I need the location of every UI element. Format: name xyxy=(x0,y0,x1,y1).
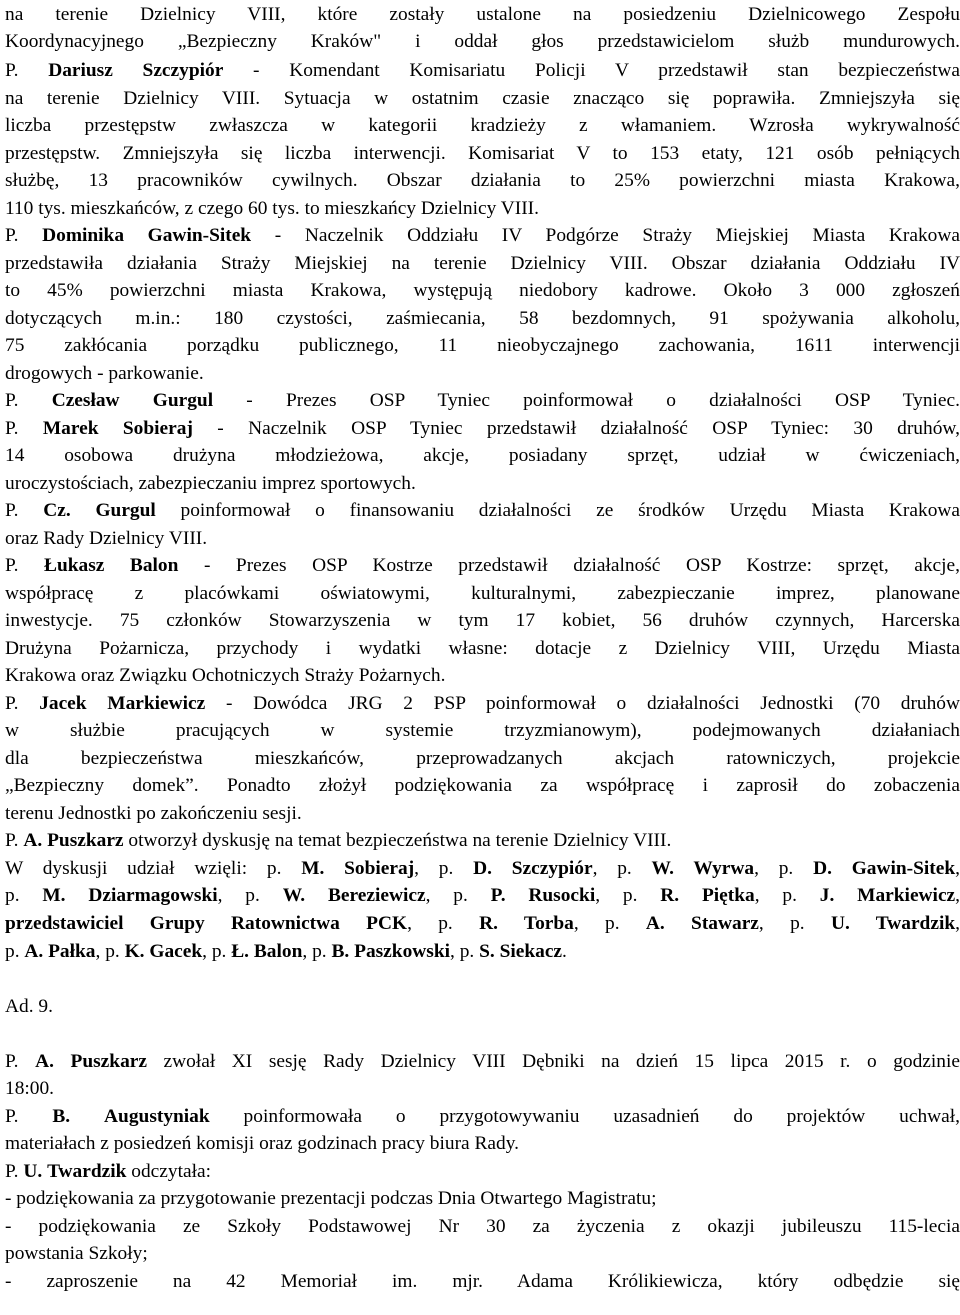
text-line: „Bezpieczny domek”. Ponadto złożył podziękowania za współpracę i zaprosił do zobaczenia xyxy=(5,775,960,796)
bold-name: Jacek Markiewicz xyxy=(39,693,206,714)
bold-name: K. Gacek xyxy=(124,941,203,962)
text-line: oraz Rady Dzielnicy VIII. xyxy=(5,528,208,549)
text-line: inwestycje. 75 członków Stowarzyszenia w tym 17 kobiet, 56 druhów czynnych, Harcerska xyxy=(5,610,960,631)
text-line: na terenie Dzielnicy VIII. Sytuacja w ostatnim czasie znacząco się poprawiła. Zmniejszyła się xyxy=(5,88,960,109)
bold-name: A. Stawarz xyxy=(645,913,759,934)
text-line: P. Dominika Gawin-Sitek - Naczelnik Oddziału IV Podgórze Straży Miejskiej Miasta Krakowa xyxy=(5,225,960,246)
bold-name: R. Torba xyxy=(479,913,574,934)
bold-name: P. Rusocki xyxy=(490,885,596,906)
text-line: Ad. 9. xyxy=(5,996,53,1017)
bold-name: D. Szczypiór xyxy=(473,858,593,879)
bold-name: D. Gawin-Sitek xyxy=(813,858,956,879)
bold-name: J. Markiewicz xyxy=(819,885,956,906)
text-line: 14 osobowa drużyna młodzieżowa, akcje, posiadany sprzęt, udział w ćwiczeniach, xyxy=(5,445,960,466)
bold-name: Marek Sobieraj xyxy=(42,418,193,439)
bold-name: Czesław Gurgul xyxy=(51,390,214,411)
text-line: w służbie pracujących w systemie trzyzmianowym), podejmowanych działaniach xyxy=(5,720,960,741)
bold-name: Dariusz Szczypiór xyxy=(48,60,224,81)
text-line: to 45% powierzchni miasta Krakowa, występują niedobory kadrowe. Około 3 000 zgłoszeń xyxy=(5,280,960,301)
bold-name: U. Twardzik xyxy=(830,913,956,934)
bold-name: W. Bereziewicz xyxy=(282,885,426,906)
text-line: dotyczących m.in.: 180 czystości, zaśmiecania, 58 bezdomnych, 91 spożywania alkoholu, xyxy=(5,308,960,329)
text-line: - podziękowania za przygotowanie prezentacji podczas Dnia Otwartego Magistratu; xyxy=(5,1188,657,1209)
text-line: terenu Jednostki po zakończeniu sesji. xyxy=(5,803,302,824)
bold-name: M. Sobieraj xyxy=(301,858,415,879)
bold-name: przedstawiciel Grupy Ratownictwa PCK xyxy=(5,913,408,934)
text-line: P. B. Augustyniak poinformowała o przygotowywaniu uzasadnień do projektów uchwał, xyxy=(5,1106,960,1127)
bold-name: U. xyxy=(23,1161,43,1182)
bold-name: Puszkarz xyxy=(47,830,124,851)
text-line: liczba przestępstw zwłaszcza w kategorii kradzieży z włamaniem. Wzrosła wykrywalność xyxy=(5,115,960,136)
text-line: materiałach z posiedzeń komisji oraz godzinach pracy biura Rady. xyxy=(5,1133,520,1154)
text-line: przedstawiła działania Straży Miejskiej na terenie Dzielnicy VIII. Obszar działania Oddziału IV xyxy=(5,253,960,274)
text-line: - podziękowania ze Szkoły Podstawowej Nr 30 za życzenia z okazji jubileuszu 115-lecia xyxy=(5,1216,960,1237)
text-line: P. Cz. Gurgul poinformował o finansowaniu działalności ze środków Urzędu Miasta Krakowa xyxy=(5,500,960,521)
text-line: - zaproszenie na 42 Memoriał im. mjr. Adama Królikiewicza, który odbędzie się xyxy=(5,1271,960,1292)
bold-name: M. Dziarmagowski xyxy=(42,885,218,906)
text-line: Krakowa oraz Związku Ochotniczych Straży Pożarnych. xyxy=(5,665,446,686)
text-line: 18:00. xyxy=(5,1078,55,1099)
bold-name: Gurgul xyxy=(95,500,156,521)
text-line: p. A. Pałka, p. K. Gacek, p. Ł. Balon, p. B. Paszkowski, p. S. Siekacz. xyxy=(5,941,567,962)
text-line: uroczystościach, zabezpieczaniu imprez sportowych. xyxy=(5,473,416,494)
bold-name: Augustyniak xyxy=(104,1106,210,1127)
text-line: 110 tys. mieszkańców, z czego 60 tys. to mieszkańcy Dzielnicy VIII. xyxy=(5,198,539,219)
text-line: Drużyna Pożarnicza, przychody i wydatki własne: dotacje z Dzielnicy VIII, Urzędu Miasta xyxy=(5,638,960,659)
text-line: Koordynacyjnego „Bezpieczny Kraków" i oddał głos przedstawicielom służb mundurowych. xyxy=(5,31,960,52)
text-line: na terenie Dzielnicy VIII, które zostały ustalone na posiedzeniu Dzielnicowego Zespołu xyxy=(5,4,960,25)
text-line: P. Jacek Markiewicz - Dowódca JRG 2 PSP poinformował o działalności Jednostki (70 druhów xyxy=(5,693,960,714)
bold-name: Twardzik xyxy=(47,1161,127,1182)
bold-name: A. Pałka xyxy=(24,941,96,962)
text-line: P. U. Twardzik odczytała: xyxy=(5,1161,211,1182)
text-line: służbę, 13 pracowników cywilnych. Obszar działania to 25% powierzchni miasta Krakowa, xyxy=(5,170,960,191)
text-line: 75 zakłócania porządku publicznego, 11 nieobyczajnego zachowania, 1611 interwencji xyxy=(5,335,960,356)
bold-name: A. xyxy=(23,830,43,851)
bold-name: Puszkarz xyxy=(70,1051,147,1072)
text-line: współpracę z placówkami oświatowymi, kulturalnymi, zabezpieczanie imprez, planowane xyxy=(5,583,960,604)
text-line: P. Marek Sobieraj - Naczelnik OSP Tyniec przedstawił działalność OSP Tyniec: 30 druhów, xyxy=(5,418,960,439)
bold-name: Łukasz Balon xyxy=(44,555,179,576)
text-line: P. A. Puszkarz otworzył dyskusję na temat bezpieczeństwa na terenie Dzielnicy VIII. xyxy=(5,830,672,851)
bold-name: R. Piętka xyxy=(660,885,755,906)
bold-name: W. Wyrwa xyxy=(651,858,755,879)
text-line: p. M. Dziarmagowski, p. W. Bereziewicz, p. P. Rusocki, p. R. Piętka, p. J. Markiewicz, xyxy=(5,885,960,906)
bold-name: Ł. Balon xyxy=(231,941,303,962)
bold-name: Cz. xyxy=(43,500,71,521)
text-line: W dyskusji udział wzięli: p. M. Sobieraj, p. D. Szczypiór, p. W. Wyrwa, p. D. Gawin-Sitek, xyxy=(5,858,960,879)
text-line: P. Czesław Gurgul - Prezes OSP Tyniec poinformował o działalności OSP Tyniec. xyxy=(5,390,960,411)
text-line: P. A. Puszkarz zwołał XI sesję Rady Dzielnicy VIII Dębniki na dzień 15 lipca 2015 r. o godzinie xyxy=(5,1051,960,1072)
bold-name: B. Paszkowski xyxy=(331,941,450,962)
text-line: powstania Szkoły; xyxy=(5,1243,148,1264)
text-line: przestępstw. Zmniejszyła się liczba interwencji. Komisariat V to 153 etaty, 121 osób pełniących xyxy=(5,143,960,164)
text-line: P. Dariusz Szczypiór - Komendant Komisariatu Policji V przedstawił stan bezpieczeństwa xyxy=(5,60,960,81)
bold-name: A. xyxy=(35,1051,54,1072)
text-line: P. Łukasz Balon - Prezes OSP Kostrze przedstawił działalność OSP Kostrze: sprzęt, akcje, xyxy=(5,555,960,576)
text-line: drogowych - parkowanie. xyxy=(5,363,204,384)
text-line: dla bezpieczeństwa mieszkańców, przeprowadzanych akcjach ratowniczych, projekcie xyxy=(5,748,960,769)
text-line: przedstawiciel Grupy Ratownictwa PCK, p. R. Torba, p. A. Stawarz, p. U. Twardzik, xyxy=(5,913,960,934)
bold-name: B. xyxy=(52,1106,71,1127)
bold-name: Dominika Gawin-Sitek xyxy=(42,225,252,246)
bold-name: S. Siekacz xyxy=(479,941,563,962)
